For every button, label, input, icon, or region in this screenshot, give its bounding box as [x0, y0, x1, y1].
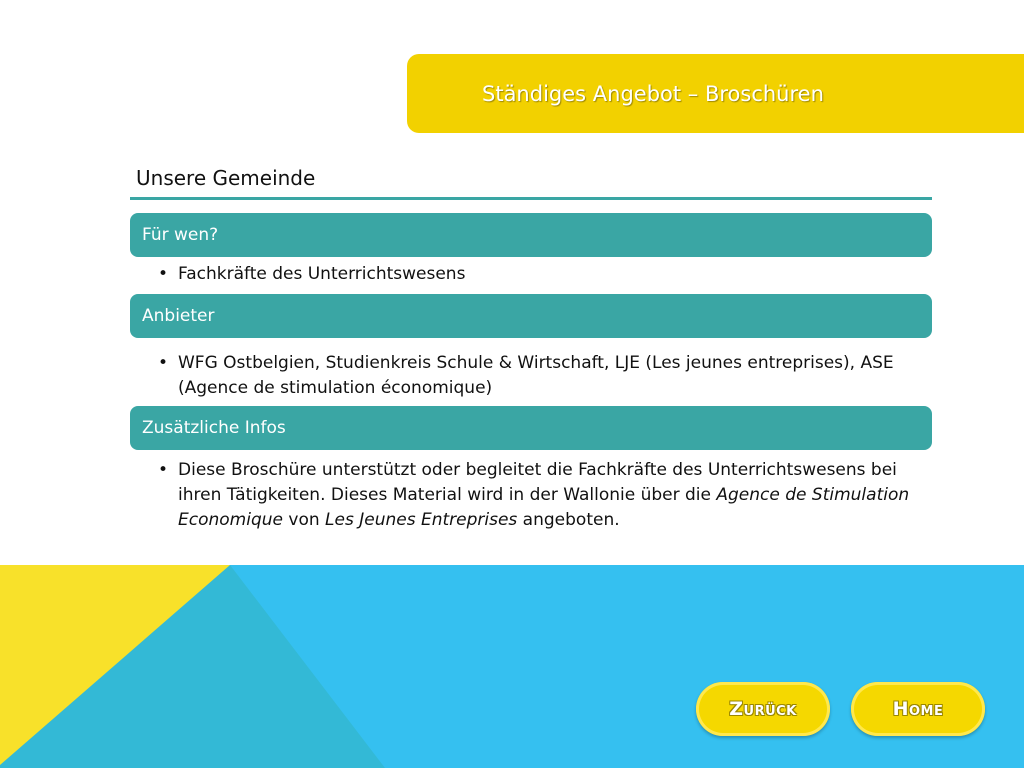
bullet-text-italic: Agence de Stimulation Economique: [178, 485, 910, 530]
section-subtitle: Unsere Gemeinde: [136, 166, 316, 190]
bullet-text-part: Diese Broschüre unterstützt oder begleitet die Fachkräfte des Unterrichtswesens bei ihren Tätigkeiten. Dieses Material wird in der Wallonie über die: [178, 460, 897, 505]
back-button[interactable]: [696, 682, 830, 736]
bullet-additional-info: [158, 458, 918, 533]
bullet-text-italic: Les Jeunes Entreprises: [325, 510, 518, 530]
home-button[interactable]: [851, 682, 985, 736]
home-button-label: Home: [892, 698, 944, 720]
back-button-label: Zurück: [729, 698, 797, 720]
bullet-dot: •: [158, 353, 169, 373]
bullet-text: WFG Ostbelgien, Studienkreis Schule & Wirtschaft, LJE (Les jeunes entreprises), ASE (Agence de stimulation économique): [178, 353, 894, 398]
section-header-provider: Anbieter: [130, 294, 932, 338]
bullet-dot: •: [158, 264, 169, 284]
bullet-text-part: angeboten.: [517, 510, 620, 530]
title-banner: [407, 54, 1024, 133]
bullet-dot: •: [158, 460, 169, 480]
bullet-text: Fachkräfte des Unterrichtswesens: [178, 264, 466, 284]
section-header-target-group: Für wen?: [130, 213, 932, 257]
section-header-additional-info: Zusätzliche Infos: [130, 406, 932, 450]
bullet-target-group: [158, 262, 918, 287]
page-title: Ständiges Angebot – Broschüren: [482, 81, 824, 106]
bullet-provider: [158, 351, 918, 401]
subtitle-divider: [130, 197, 932, 200]
bullet-text-part: von: [282, 510, 326, 530]
footer-decoration: [0, 565, 1024, 768]
